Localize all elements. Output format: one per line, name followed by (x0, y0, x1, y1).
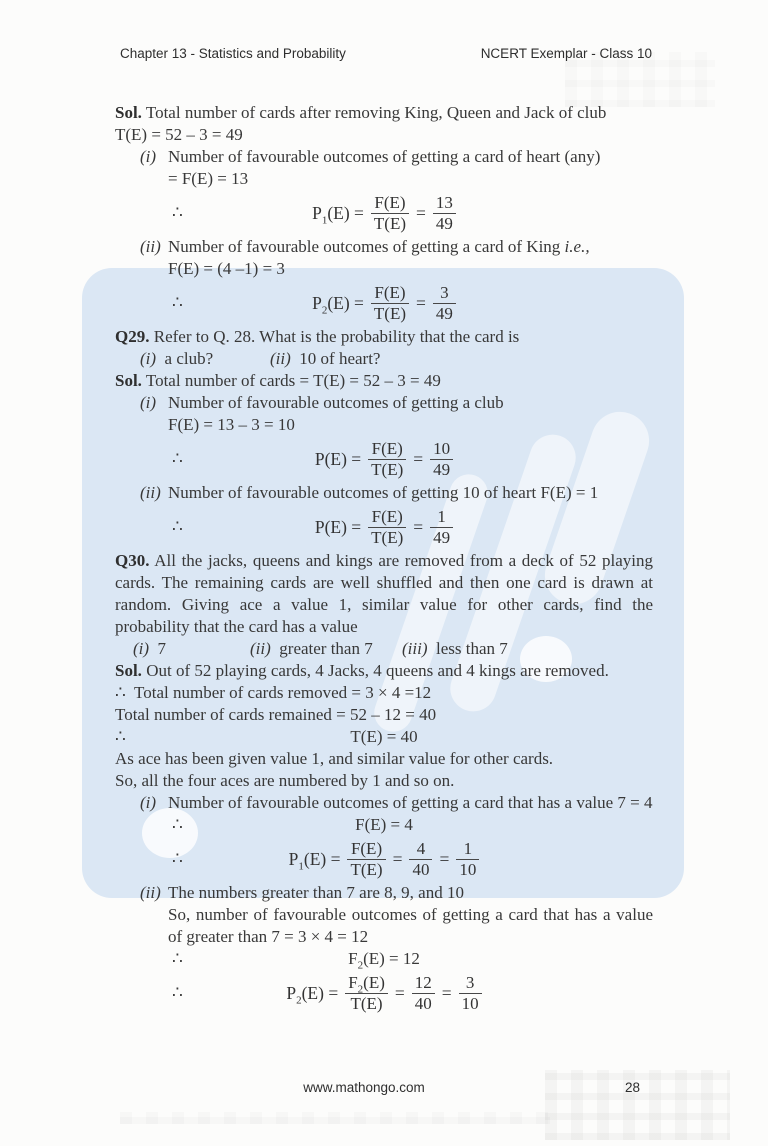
fraction-numerator: 1 (456, 839, 479, 860)
equals-sign: = (413, 517, 424, 537)
page-header (120, 46, 652, 61)
math-line: F(E) = (4 –1) = 3 (168, 259, 285, 278)
equation-row (115, 504, 653, 550)
option: (i) a club? (140, 349, 214, 368)
fraction (459, 973, 482, 1014)
list-item-text: So, number of favourable outcomes of getting a card that has a value of greater than 7 = 3 × 4 = 12 (168, 905, 653, 946)
list-item-text: Number of favourable outcomes of getting 10 of heart F(E) = 1 (168, 483, 599, 502)
list-item-text: The numbers greater than 7 are 8, 9, and 10 (168, 883, 464, 902)
math-line: = F(E) = 13 (168, 169, 249, 188)
fraction (345, 973, 388, 1014)
equals-sign: = (392, 849, 403, 869)
list-marker: (ii) (140, 237, 161, 256)
list-item-text: Number of favourable outcomes of getting a club (168, 393, 504, 412)
list-item (115, 146, 653, 168)
fraction-denominator: 49 (435, 303, 453, 323)
list-marker: (ii) (140, 483, 161, 502)
list-marker: (ii) (140, 883, 161, 902)
fraction-numerator: 3 (433, 283, 456, 304)
equals-sign: = (416, 203, 426, 223)
fraction-numerator: F(E) (368, 439, 406, 460)
probability-term: $P_1(E)$ = (312, 203, 364, 227)
list-item (115, 482, 653, 504)
math-line: ∴ Total number of cards removed = 3 × 4 =12 (115, 683, 432, 702)
fraction-denominator: T(E) (350, 993, 383, 1013)
equation-row (115, 970, 653, 1016)
equation-row (115, 190, 653, 236)
equals-sign: = (413, 449, 424, 469)
math-line: T(E) = 52 – 3 = 49 (115, 125, 243, 144)
question-line: Q29. Refer to Q. 28. What is the probability that the card is (115, 327, 520, 346)
math-line: F(E) = 4 (355, 815, 413, 834)
therefore-symbol: ∴ (115, 683, 126, 702)
list-marker (140, 904, 168, 948)
option: (ii) 10 of heart? (270, 349, 381, 368)
probability-term: $P_1(E)$ = (288, 849, 341, 873)
probability-term: $P_2(E)$ = (312, 293, 364, 317)
equation (286, 973, 481, 1014)
fraction-numerator: 12 (412, 973, 435, 994)
fraction (371, 283, 409, 324)
list-marker: (i) (140, 147, 157, 166)
therefore-symbol: ∴ (172, 849, 183, 868)
list-item-text: Number of favourable outcomes of getting a card that has a value 7 = 4 (168, 793, 653, 812)
fraction-denominator: T(E) (350, 859, 383, 879)
fraction (456, 839, 479, 880)
option: (ii) greater than 7 (250, 639, 373, 658)
book-title: NCERT Exemplar - Class 10 (480, 46, 652, 61)
question-label: Q29. (115, 327, 150, 346)
list-item (115, 904, 653, 948)
list-item-text: Number of favourable outcomes of getting a card of heart (any) (168, 147, 601, 166)
fraction (430, 507, 453, 548)
text-line: As ace has been given value 1, and similar value for other cards. (115, 749, 554, 768)
fraction-denominator: 49 (435, 213, 453, 233)
equation-row (115, 436, 653, 482)
list-item (115, 236, 653, 258)
page-content (115, 102, 653, 1016)
fraction-numerator: 1 (430, 507, 453, 528)
fraction (347, 839, 385, 880)
option: (iii) less than 7 (402, 639, 508, 658)
fraction-numerator: $F_2(E)$ (345, 973, 388, 994)
equation (312, 283, 456, 324)
list-item (115, 882, 653, 904)
fraction-denominator: 10 (461, 993, 479, 1013)
equation (289, 839, 480, 880)
question-label: Q30. (115, 551, 150, 570)
equation (312, 193, 456, 234)
list-item-text: Number of favourable outcomes of getting a card of King i.e., (168, 237, 590, 256)
equation-row (115, 726, 653, 748)
fraction-denominator: T(E) (373, 213, 407, 233)
fraction (371, 193, 409, 234)
options-row (115, 638, 653, 660)
solution-label: Sol. (115, 371, 142, 390)
fraction-numerator: F(E) (371, 193, 409, 214)
list-item (115, 392, 653, 414)
therefore-symbol: ∴ (172, 203, 183, 222)
solution-line: Sol. Out of 52 playing cards, 4 Jacks, 4 queens and 4 kings are removed. (115, 661, 609, 680)
page-number: 28 (624, 1080, 640, 1095)
fraction-denominator: 49 (433, 527, 451, 547)
fraction-denominator: 10 (459, 859, 477, 879)
probability-term: $P_2(E)$ = (286, 983, 339, 1007)
equation (315, 439, 453, 480)
fraction-numerator: 10 (430, 439, 453, 460)
solution-line: Sol. Total number of cards = T(E) = 52 – 3 = 49 (115, 371, 441, 390)
equals-sign: = (439, 849, 450, 869)
fraction-denominator: 49 (433, 459, 451, 479)
solution-line: Sol. Total number of cards after removing King, Queen and Jack of club (115, 103, 607, 122)
chapter-title: Chapter 13 - Statistics and Probability (120, 46, 346, 61)
text-line: So, all the four aces are numbered by 1 and so on. (115, 771, 455, 790)
math-line: T(E) = 40 (350, 727, 418, 746)
scan-artifact (120, 1112, 550, 1124)
footer-url: www.mathongo.com (303, 1080, 425, 1095)
math-line: $F_2(E) = 12$ (348, 949, 420, 972)
fraction-numerator: F(E) (371, 283, 409, 304)
solution-label: Sol. (115, 661, 142, 680)
fraction (412, 973, 435, 1014)
fraction-denominator: T(E) (371, 459, 404, 479)
probability-term: P(E) = (314, 517, 362, 537)
fraction (368, 439, 406, 480)
fraction-numerator: F(E) (347, 839, 385, 860)
therefore-symbol: ∴ (172, 983, 183, 1002)
math-line: Total number of cards remained = 52 – 12 = 40 (115, 705, 437, 724)
equals-sign: = (394, 983, 405, 1003)
therefore-symbol: ∴ (172, 517, 183, 536)
equation-row (115, 814, 653, 836)
equation-row (115, 836, 653, 882)
math-line: F(E) = 13 – 3 = 10 (168, 415, 295, 434)
fraction (433, 193, 456, 234)
therefore-symbol: ∴ (172, 449, 183, 468)
fraction (430, 439, 453, 480)
page-footer (0, 1080, 768, 1100)
solution-label: Sol. (115, 103, 142, 122)
therefore-symbol: ∴ (115, 727, 126, 746)
fraction (433, 283, 456, 324)
fraction-numerator: 4 (409, 839, 432, 860)
equals-sign: = (416, 293, 426, 313)
therefore-symbol: ∴ (172, 293, 183, 312)
fraction-numerator: F(E) (368, 507, 406, 528)
list-item (115, 792, 653, 814)
fraction-numerator: 3 (459, 973, 482, 994)
equation-row (115, 948, 653, 970)
equation-row (115, 280, 653, 326)
fraction-denominator: T(E) (371, 527, 404, 547)
fraction (409, 839, 432, 880)
list-marker: (i) (140, 793, 157, 812)
question-paragraph: Q30. All the jacks, queens and kings are removed from a deck of 52 playing cards. The remaining cards are well shuffled and then one card is drawn at random. Giving ace a value 1, similar value for other cards, find the probability that the card has a value (115, 551, 654, 636)
option: (i) 7 (133, 639, 167, 658)
fraction (368, 507, 406, 548)
equation (315, 507, 453, 548)
equals-sign: = (441, 983, 452, 1003)
list-marker: (i) (140, 393, 157, 412)
options-row (115, 348, 653, 370)
fraction-denominator: T(E) (373, 303, 407, 323)
therefore-symbol: ∴ (172, 815, 183, 834)
fraction-denominator: 40 (412, 859, 430, 879)
therefore-symbol: ∴ (172, 949, 183, 968)
probability-term: P(E) = (314, 449, 362, 469)
fraction-denominator: 40 (414, 993, 432, 1013)
fraction-numerator: 13 (433, 193, 456, 214)
